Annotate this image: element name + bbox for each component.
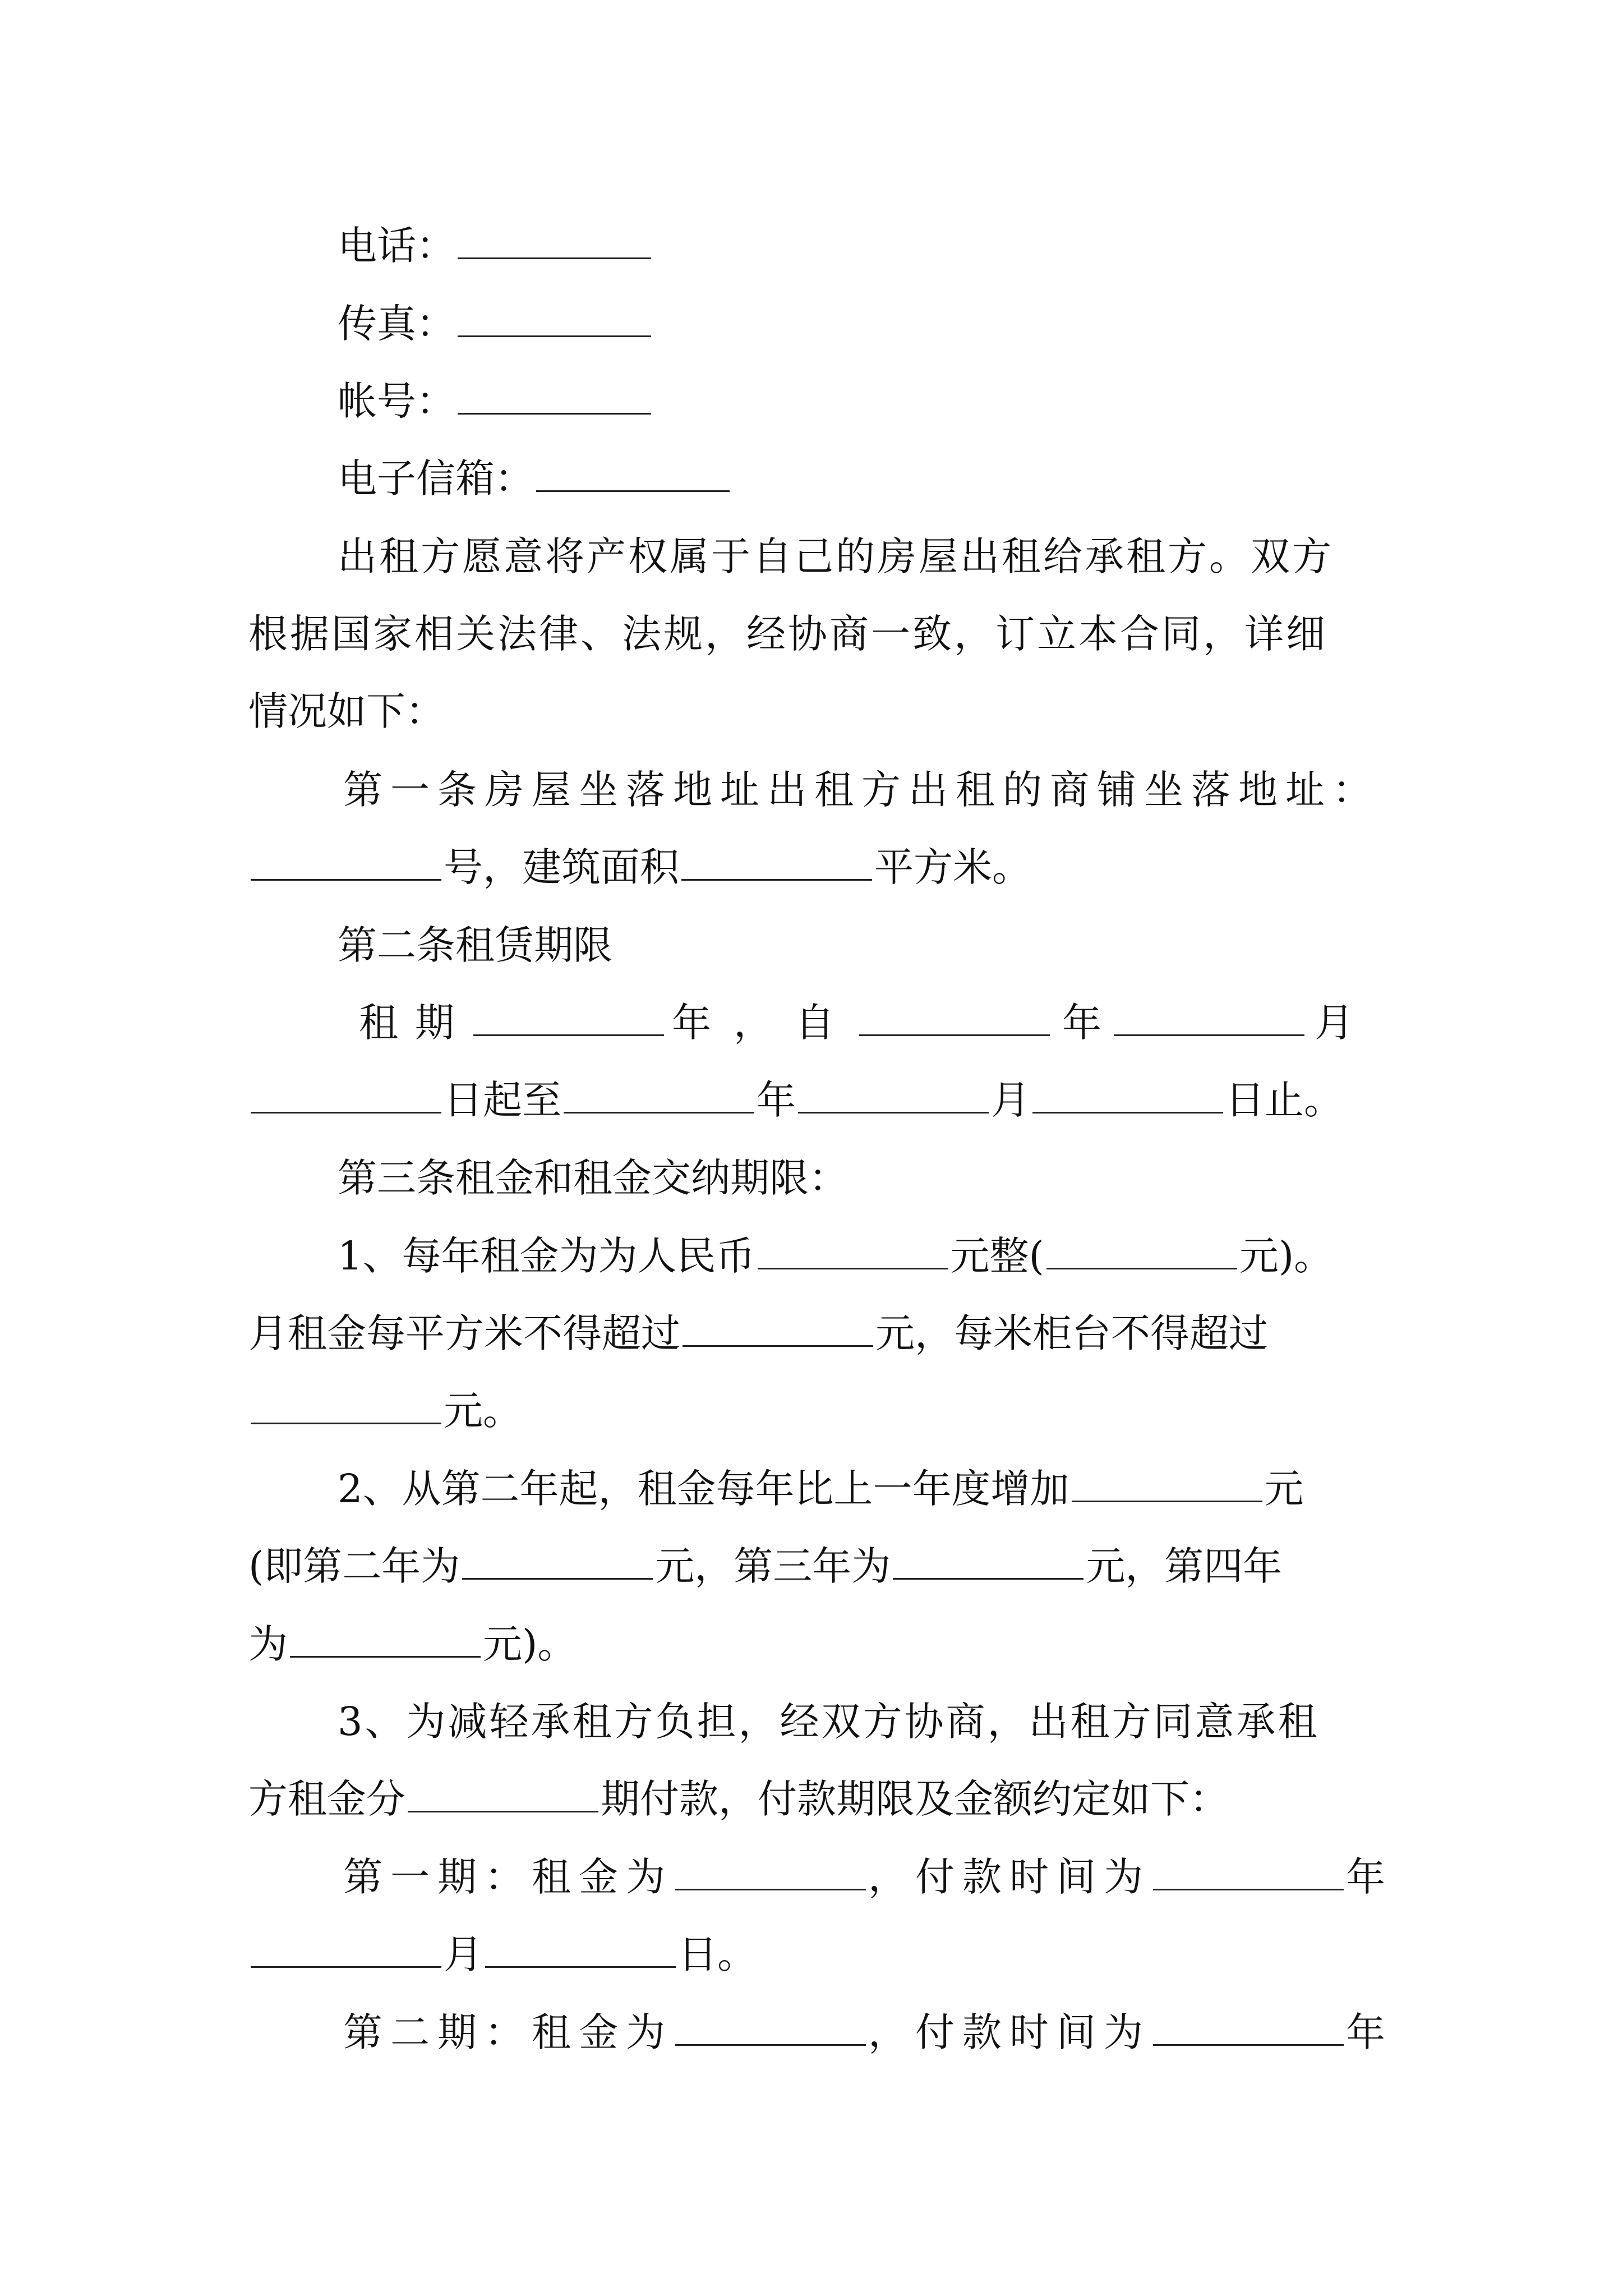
installment-2-year-blank — [1153, 2044, 1344, 2046]
fax-line — [338, 301, 653, 347]
phone-label: 电话： — [338, 223, 455, 269]
intro-line-2: 根据国家相关法律、法规，经协商一致，订立本合同，详细 — [248, 611, 1327, 657]
intro-line-1: 出租方愿意将产权属于自己的房屋出租给承租方。双方 — [338, 533, 1334, 579]
start-month-blank — [1114, 1034, 1304, 1036]
counter-rent-blank — [251, 1422, 441, 1424]
rent-item-3-line-1: 3、为减轻承租方负担，经双方协商，出租方同意承租 — [338, 1699, 1320, 1745]
installments-blank — [408, 1810, 598, 1812]
installment-1-day-text: 日。 — [678, 1931, 757, 1977]
rent-item-1-line-3 — [248, 1388, 522, 1434]
installment-1-year-text: 年 — [1346, 1854, 1385, 1900]
rent-item-1-line-2 — [248, 1310, 1268, 1356]
installment-1-time-text: ，付款时间为 — [868, 1854, 1151, 1900]
end-month-blank — [798, 1111, 989, 1114]
start-day-blank — [251, 1111, 441, 1114]
annual-rent-figures-blank — [1046, 1267, 1237, 1269]
address-blank — [251, 878, 441, 881]
end-year-blank — [564, 1111, 754, 1114]
installment-2-rent-text: 第二期：租金为 — [343, 2009, 673, 2055]
account-line — [338, 378, 653, 424]
installment-2-line-1 — [343, 2009, 1385, 2055]
start-year-text: 年 — [1062, 1000, 1101, 1046]
fourth-year-prefix-text: 为 — [248, 1621, 288, 1667]
start-year-blank — [859, 1034, 1050, 1036]
article-2-line-1 — [359, 1000, 1354, 1046]
article-1-line-2 — [248, 844, 1031, 890]
monthly-rent-sqm-blank — [683, 1345, 873, 1347]
annual-rent-close-text: 元)。 — [1239, 1233, 1334, 1279]
installment-1-line-2 — [248, 1931, 757, 1977]
rent-item-2-line-3 — [248, 1621, 577, 1667]
article-1-unit-text: 平方米。 — [874, 844, 1031, 890]
annual-rent-blank — [758, 1267, 948, 1269]
fourth-year-close-text: 元)。 — [483, 1621, 577, 1667]
end-month-text: 月 — [991, 1077, 1030, 1123]
second-year-text: (即第二年为 — [248, 1543, 460, 1589]
area-blank — [681, 878, 872, 881]
start-day-text: 日起至 — [444, 1077, 561, 1123]
installment-1-rent-text: 第一期：租金为 — [343, 1854, 673, 1900]
fax-label: 传真： — [338, 301, 455, 347]
installments-text: 方租金分 — [248, 1776, 405, 1822]
phone-blank — [458, 257, 651, 259]
yearly-increase-text: 2、从第二年起，租金每年比上一年度增加 — [338, 1466, 1069, 1512]
installment-2-time-text: ，付款时间为 — [868, 2009, 1151, 2055]
installment-1-day-blank — [485, 1966, 676, 1968]
article-3-title: 第三条租金和租金交纳期限： — [338, 1155, 848, 1201]
rent-item-2-line-1 — [338, 1466, 1304, 1512]
start-month-text: 月 — [1315, 1000, 1354, 1046]
email-blank — [536, 490, 730, 492]
intro-line-3: 情况如下： — [248, 688, 445, 734]
yearly-increase-unit-text: 元 — [1264, 1466, 1304, 1512]
third-year-text: 元，第三年为 — [655, 1543, 891, 1589]
monthly-rent-text: 月租金每平方米不得超过 — [248, 1310, 680, 1356]
article-2-line-2 — [248, 1077, 1343, 1123]
installment-1-month-text: 月 — [444, 1931, 483, 1977]
counter-rent-text: 元，每米柜台不得超过 — [875, 1310, 1268, 1356]
installment-1-line-1 — [343, 1854, 1385, 1900]
rent-item-3-line-2 — [248, 1776, 1229, 1822]
article-1-line-1: 第一条房屋坐落地址出租方出租的商铺坐落地址： — [343, 767, 1380, 813]
annual-rent-text: 1、每年租金为为人民币 — [338, 1233, 755, 1279]
installment-1-amount-blank — [675, 1888, 866, 1890]
account-blank — [458, 412, 651, 415]
fourth-year-blank — [290, 1655, 481, 1658]
account-label: 帐号： — [338, 378, 455, 424]
article-2-title: 第二条租赁期限 — [338, 922, 612, 968]
fourth-year-text: 元，第四年 — [1086, 1543, 1283, 1589]
installment-2-year-text: 年 — [1346, 2009, 1385, 2055]
phone-line — [338, 223, 653, 269]
email-label: 电子信箱： — [338, 455, 534, 501]
annual-rent-unit-text: 元整( — [950, 1233, 1044, 1279]
installments-terms-text: 期付款，付款期限及金额约定如下： — [601, 1776, 1229, 1822]
fax-blank — [458, 335, 651, 337]
yearly-increase-blank — [1072, 1500, 1262, 1502]
end-year-text: 年 — [757, 1077, 796, 1123]
end-day-blank — [1032, 1111, 1223, 1114]
installment-2-amount-blank — [675, 2044, 866, 2046]
second-year-blank — [462, 1577, 653, 1580]
counter-rent-unit-text: 元。 — [444, 1388, 522, 1434]
installment-1-month-blank — [251, 1966, 441, 1968]
article-1-number-text: 号，建筑面积 — [444, 844, 679, 890]
lease-term-label: 租期 — [359, 1000, 471, 1046]
rent-item-1-line-1 — [338, 1233, 1334, 1279]
email-line — [338, 455, 732, 501]
rent-item-2-line-2 — [248, 1543, 1283, 1589]
installment-1-year-blank — [1153, 1888, 1344, 1890]
end-day-text: 日止。 — [1225, 1077, 1343, 1123]
term-from-text: 年，自 — [672, 1000, 857, 1046]
third-year-blank — [893, 1577, 1083, 1580]
term-years-blank — [473, 1034, 664, 1036]
